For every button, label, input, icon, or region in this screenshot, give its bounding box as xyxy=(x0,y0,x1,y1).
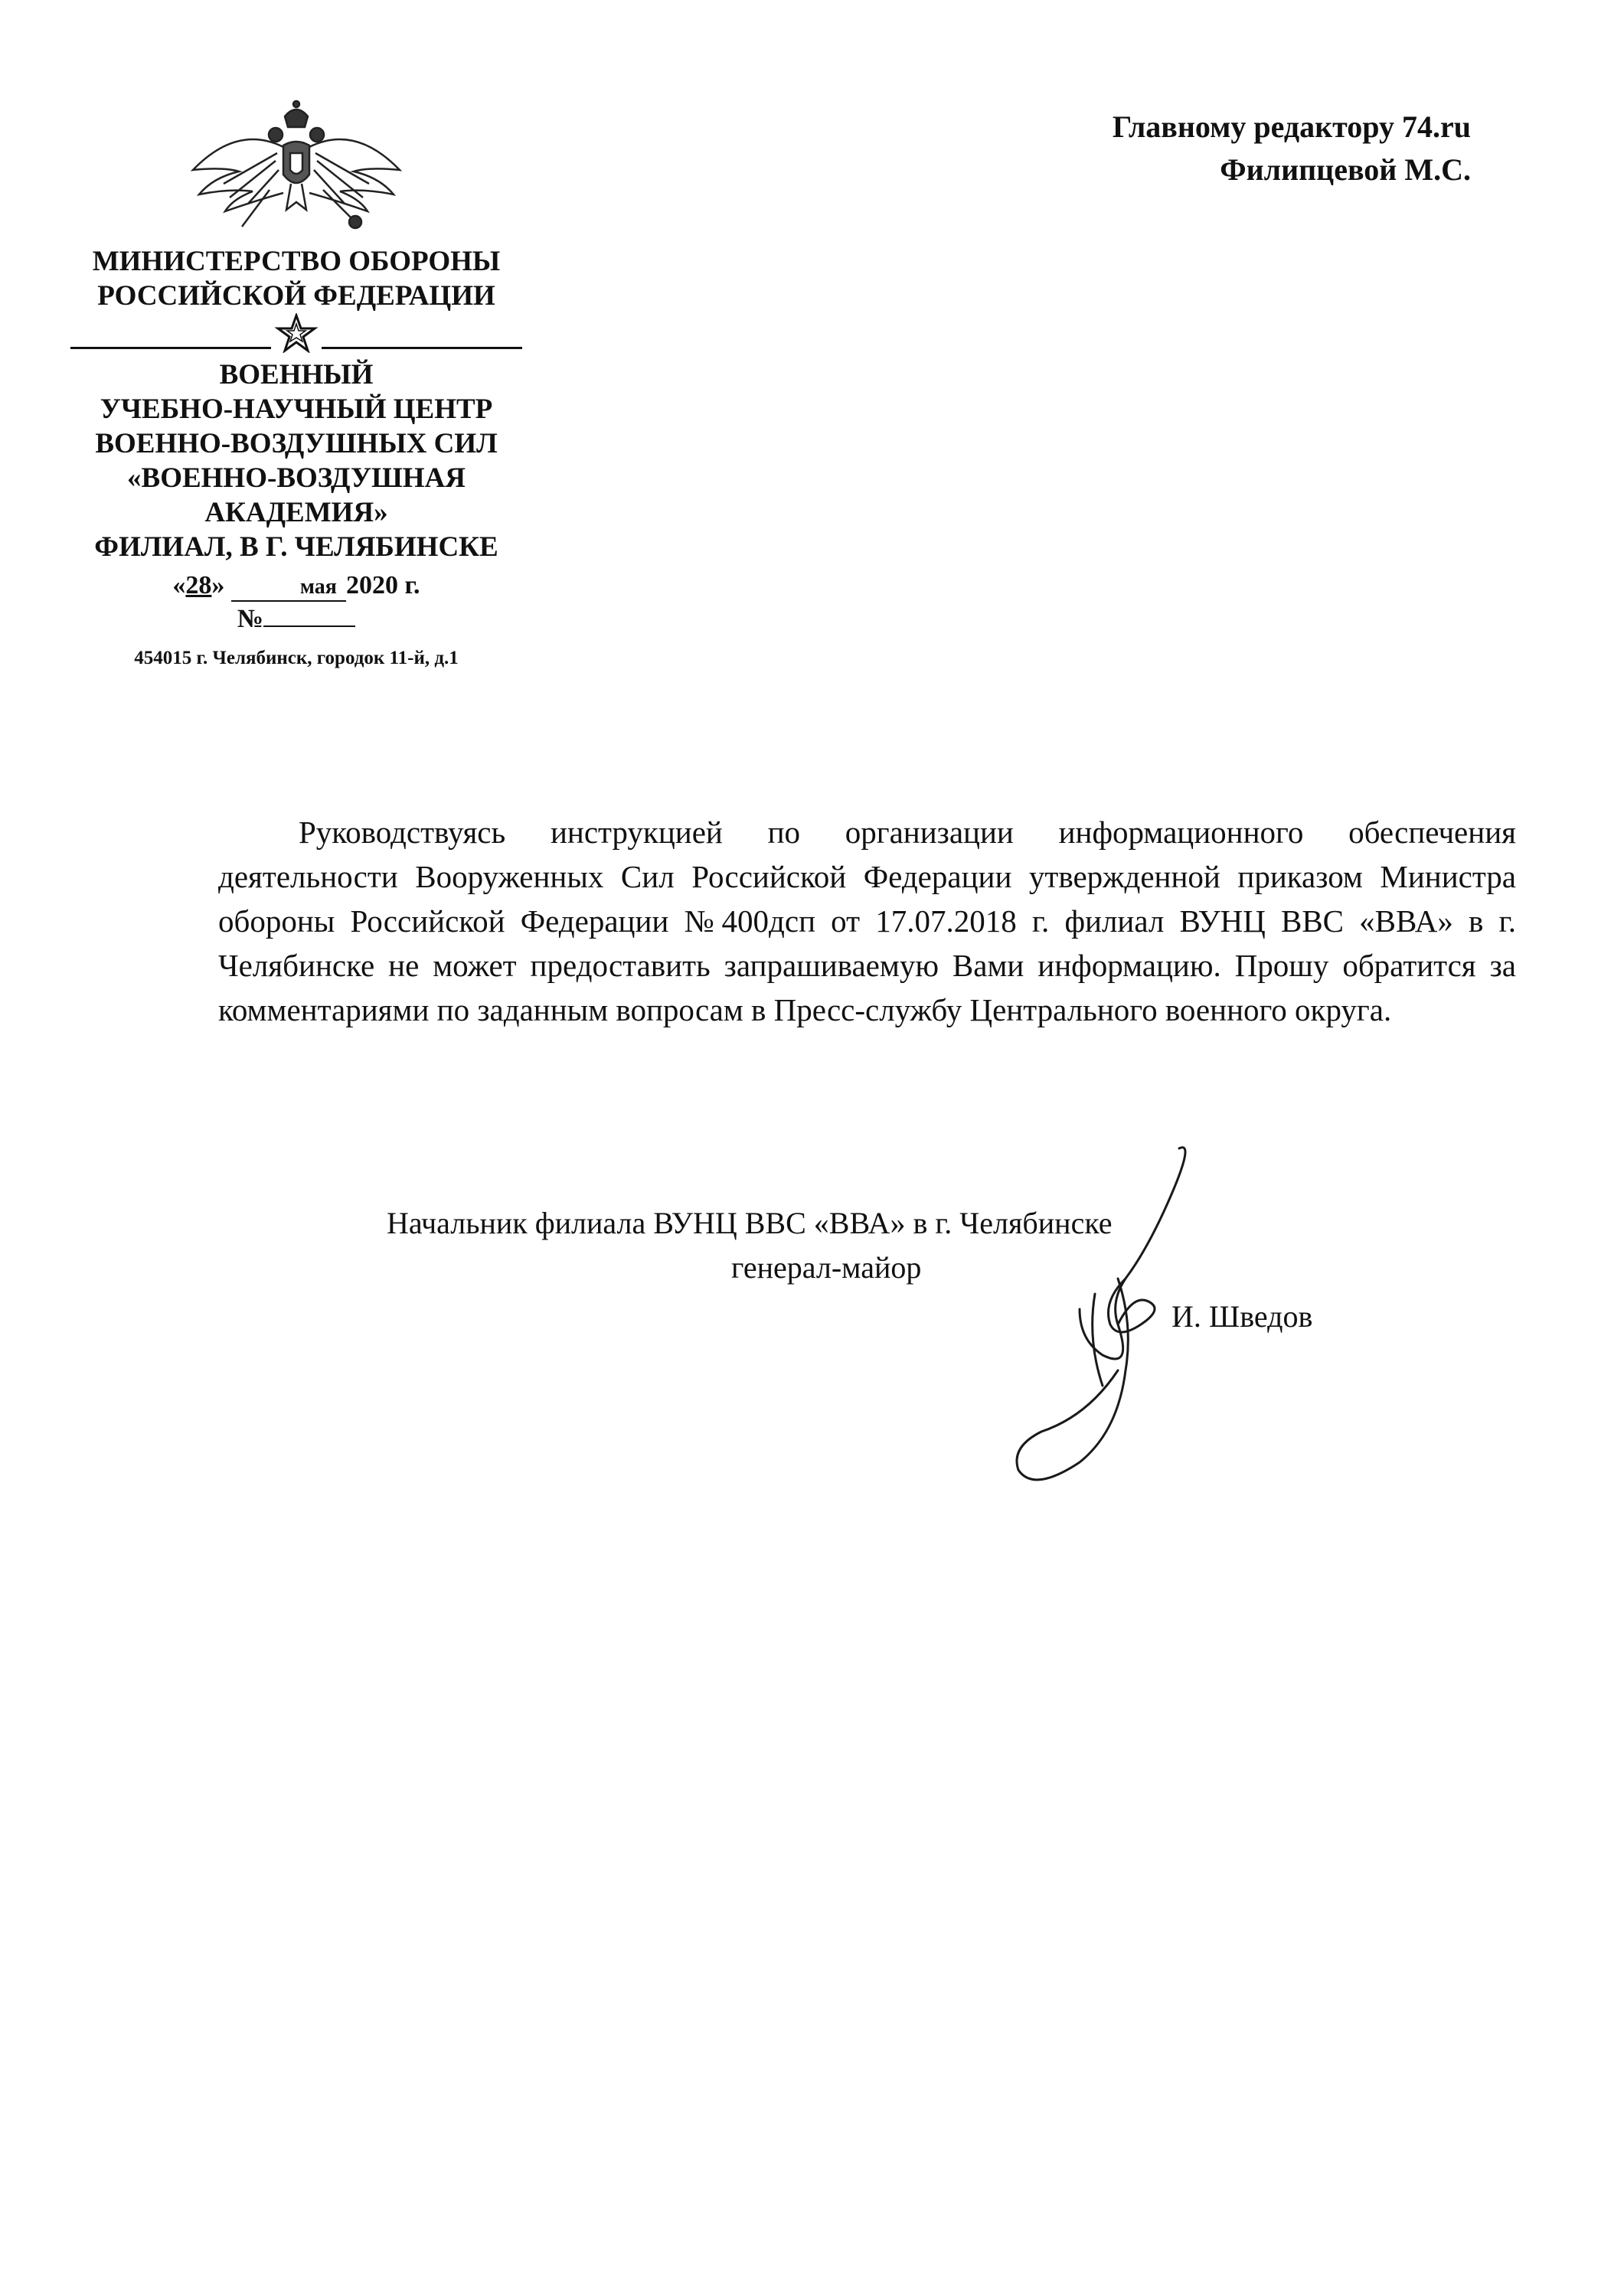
ministry-line-1: МИНИСТЕРСТВО ОБОРОНЫ xyxy=(92,246,501,277)
letter-date xyxy=(70,569,522,603)
ministry-line-2: РОССИЙСКОЙ ФЕДЕРАЦИИ xyxy=(97,280,495,312)
date-year: 2020 г. xyxy=(345,571,420,599)
number-blank xyxy=(263,603,355,627)
sender-address: 454015 г. Челябинск, городок 11-й, д.1 xyxy=(134,648,459,668)
date-day: 28 xyxy=(185,571,212,599)
addressee xyxy=(1113,106,1471,191)
date-close-quote: » xyxy=(211,571,225,599)
signatory-name: И. Шведов xyxy=(1171,1299,1313,1334)
signatory-title: Начальник филиала ВУНЦ ВВС «ВВА» в г. Челябинске xyxy=(387,1206,1113,1240)
date-open-quote: « xyxy=(172,571,186,599)
star-icon xyxy=(273,313,319,353)
org-line-4: «ВОЕННО-ВОЗДУШНАЯ xyxy=(127,462,466,494)
addressee-line-1: Главному редактору 74.ru xyxy=(1112,109,1471,144)
double-headed-eagle-emblem-icon xyxy=(185,100,407,234)
signatory-rank: генерал-майор xyxy=(731,1250,922,1285)
body-paragraph: Руководствуясь инструкцией по организации информационного обеспечения деятельности Вооруженных Сил Российской Федерации утвержденной приказом Министра обороны Российской Федерации №400дсп от 17.07.2018 г. филиал ВУНЦ ВВС «ВВА» в г. Челябинске не может предоставить запрашиваемую Вами информацию. Прошу обратится за комментариями по заданным вопросам в Пресс-службу Центрального военного округа. xyxy=(218,815,1516,1027)
date-month: мая xyxy=(231,574,346,602)
letterhead xyxy=(70,100,522,671)
addressee-line-2: Филипцевой М.С. xyxy=(1220,152,1471,187)
letterhead-divider xyxy=(70,313,522,353)
letter-body xyxy=(218,810,1516,1032)
branch-line: ФИЛИАЛ, В Г. ЧЕЛЯБИНСКЕ xyxy=(94,531,498,563)
letter-number xyxy=(70,603,522,636)
org-line-3: ВОЕННО-ВОЗДУШНЫХ СИЛ xyxy=(95,428,498,459)
org-line-2: УЧЕБНО-НАУЧНЫЙ ЦЕНТР xyxy=(100,394,493,425)
org-line-1: ВОЕННЫЙ xyxy=(219,359,374,390)
org-line-5: АКАДЕМИЯ» xyxy=(204,497,388,528)
handwritten-signature xyxy=(988,1141,1240,1485)
number-label: № xyxy=(237,605,264,633)
